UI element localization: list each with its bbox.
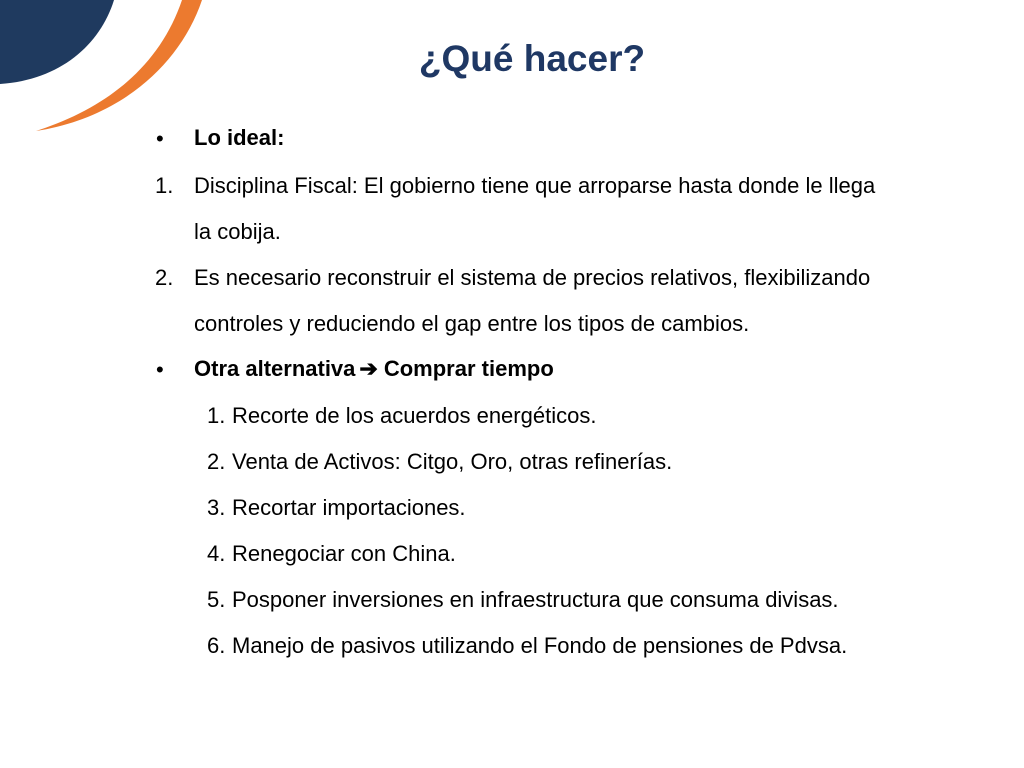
bullet-marker: •	[156, 126, 164, 151]
heading-part-1: Otra alternativa	[194, 356, 356, 381]
list-number: 4.	[207, 541, 226, 566]
list-number: 2.	[155, 265, 174, 290]
list-number: 1.	[207, 403, 226, 428]
list-number: 1.	[155, 173, 174, 198]
bullet-marker: •	[156, 357, 164, 382]
list-item-text: Renegociar con China.	[232, 541, 456, 566]
list-item-text: Posponer inversiones en infraestructura que consuma divisas.	[232, 587, 839, 612]
list-item-text: Venta de Activos: Citgo, Oro, otras refinerías.	[232, 449, 673, 474]
section-heading-otra-alternativa	[194, 356, 554, 382]
list-item-text-continued: controles y reduciendo el gap entre los tipos de cambios.	[194, 311, 750, 336]
arrow-right-icon: ➔	[359, 356, 378, 381]
list-item-text: Es necesario reconstruir el sistema de precios relativos, flexibilizando	[194, 265, 871, 290]
heading-part-2: Comprar tiempo	[383, 356, 554, 381]
list-item-text: Manejo de pasivos utilizando el Fondo de pensiones de Pdvsa.	[232, 633, 848, 658]
list-number: 6.	[207, 633, 226, 658]
list-number: 5.	[207, 587, 226, 612]
list-item-text: Recortar importaciones.	[232, 495, 466, 520]
section-heading-lo-ideal: Lo ideal:	[194, 125, 285, 150]
list-item-text-continued: la cobija.	[194, 219, 281, 244]
list-item-text: Recorte de los acuerdos energéticos.	[232, 403, 597, 428]
list-number: 2.	[207, 449, 226, 474]
slide-title: ¿Qué hacer?	[418, 38, 646, 79]
list-item-text: Disciplina Fiscal: El gobierno tiene que arroparse hasta donde le llega	[194, 173, 876, 198]
list-number: 3.	[207, 495, 226, 520]
